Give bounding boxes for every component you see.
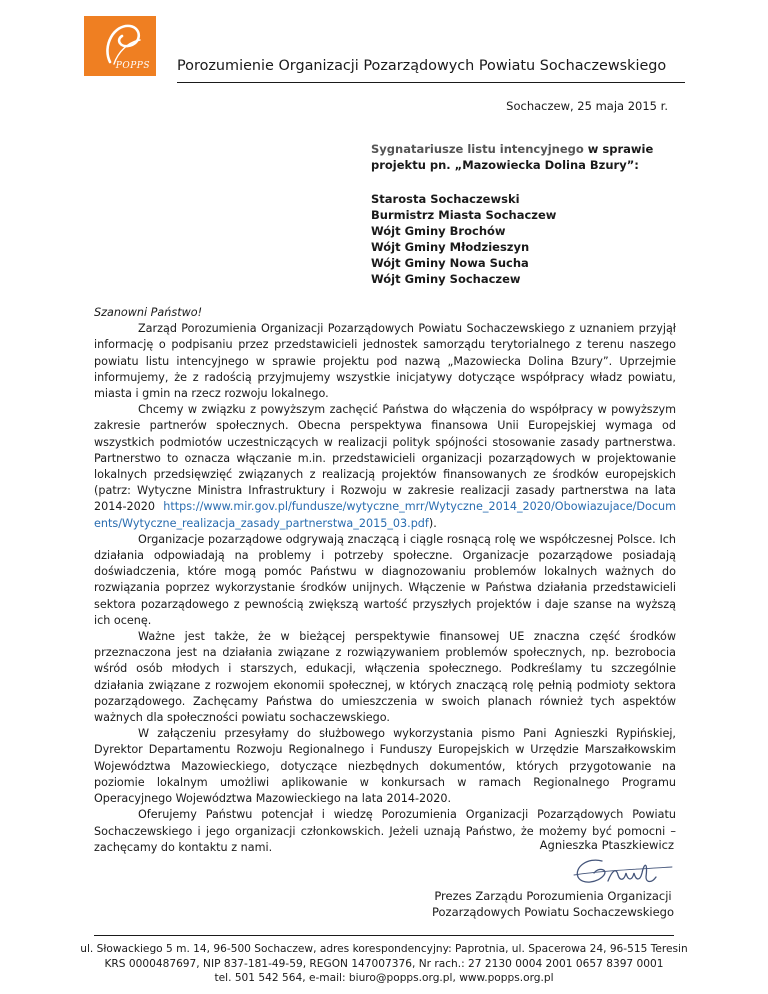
signer-title-line1: Prezes Zarządu Porozumienia Organizacji	[434, 889, 672, 903]
handwritten-signature	[568, 853, 678, 889]
paragraph-2-text: Chcemy w związku z powyższym zachęcić Państwa do włączenia do współpracy w powyższym zakresie partnerów społecznych. Obecna perspektywa finansowa Unii Europejskiej wymaga od wszystkich podmiotów uczestniczących w realizacji polityk spójności stosowanie zasady partnerstwa. Partnerstwo to oznacza włączanie m.in. przedstawicieli organizacji pozarządowych w projektowanie lokalnych przedsięwzięć związanych z realizacją projektów finansowanych ze środków europejskich (patrz: Wytyczne Ministra Infrastruktury i Rozwoju w zakresie realizacji zasady partnerstwa na lata 2014-2020	[94, 403, 676, 514]
recipient: Wójt Gminy Młodzieszyn	[371, 240, 530, 254]
letter-date: Sochaczew, 25 maja 2015 r.	[506, 99, 668, 113]
footer-contact: tel. 501 542 564, e-mail: biuro@popps.org.pl, www.popps.org.pl	[214, 972, 554, 984]
logo-text: POPPS	[115, 61, 150, 71]
signer-name: Agnieszka Ptaszkiewicz	[539, 838, 674, 852]
footer	[60, 942, 708, 986]
subject-rest: w sprawie	[583, 142, 654, 156]
paragraph-6: Oferujemy Państwu potencjał i wiedzę Porozumienia Organizacji Pozarządowych Powiatu Sochaczewskiego i jego organizacji członkowskich. Jeżeli uznają Państwo, że możemy być pomocni – zachęcamy do kontaktu z nami.	[94, 808, 676, 854]
paragraph-2-end: ).	[428, 516, 437, 530]
guidelines-link[interactable]: https://www.mir.gov.pl/fundusze/wytyczne_mrr/Wytyczne_2014_2020/Obowiazujace/Documents/Wytyczne_realizacja_zasady_partnerstwa_2015_03.pdf	[94, 500, 676, 530]
paragraph-1: Zarząd Porozumienia Organizacji Pozarządowych Powiatu Sochaczewskiego z uznaniem przyjął informację o podpisaniu przez przedstawicieli jednostek samorządu terytorialnego z terenu naszego powiatu listu intencyjnego w sprawie projektu pod nazwą „Mazowiecka Dolina Bzury”. Uprzejmie informujemy, że z radością przyjmujemy wszystkie inicjatywy dotyczące współpracy władz powiatu, miasta i gmin na rzecz rozwoju lokalnego.	[94, 322, 676, 401]
recipient: Starosta Sochaczewski	[371, 192, 520, 206]
subject-line2: projektu pn. „Mazowiecka Dolina Bzury”:	[371, 158, 639, 172]
letter-subject	[371, 141, 653, 173]
paragraph-5: W załączeniu przesyłamy do służbowego wykorzystania pismo Pani Agnieszki Rypińskiej, Dyrektor Departamentu Rozwoju Regionalnego i Funduszy Europejskich w Urzędzie Marszałkowskim Województwa Mazowieckiego, dotyczące niezbędnych dokumentów, których przygotowanie na poziomie lokalnym umożliwi aplikowanie w konkursach w ramach Regionalnego Programu Operacyjnego Województwa Mazowieckiego na lata 2014-2020.	[94, 727, 676, 806]
salutation: Szanowni Państwo!	[94, 306, 203, 319]
footer-divider	[94, 935, 674, 936]
recipient: Wójt Gminy Brochów	[371, 224, 506, 238]
recipient: Wójt Gminy Nowa Sucha	[371, 256, 529, 270]
paragraph-4: Ważne jest także, że w bieżącej perspektywie finansowej UE znaczna część środków przeznaczona jest na działania związane z rozwiązywaniem problemów społecznych, np. bezrobocia wśród osób młodych i starszych, edukacji, włączenia społecznego. Podkreślamy tu szczególnie działania związane z rozwojem ekonomii społecznej, w których znaczącą rolę pełnią podmioty sektora pozarządowego. Zachęcamy Państwa do umieszczenia w swoich planach również tych aspektów ważnych dla społeczności powiatu sochaczewskiego.	[94, 630, 676, 725]
popps-logo	[84, 16, 156, 76]
organization-name: Porozumienie Organizacji Pozarządowych Powiatu Sochaczewskiego	[177, 58, 667, 74]
letter-body	[94, 305, 676, 856]
recipient: Wójt Gminy Sochaczew	[371, 272, 521, 286]
paragraph-3: Organizacje pozarządowe odgrywają znaczącą i ciągle rosnącą rolę we współczesnej Polsce. Ich działania odpowiadają na problemy i potrzeby społeczne. Organizacje pozarządowe posiadają doświadczenia, które mogą pomóc Państwu w diagnozowaniu problemów lokalnych ważnych do rozwiązania poprzez wykorzystanie środków unijnych. Włączenie w Państwa działania przedstawicieli sektora pozarządowego z pewnością zwiększą wartość przyszłych projektów i daje szanse na wyższą ich ocenę.	[94, 532, 676, 627]
signer-title-line2: Pozarządowych Powiatu Sochaczewskiego	[431, 905, 674, 919]
footer-address: ul. Słowackiego 5 m. 14, 96-500 Sochaczew, adres korespondencyjny: Paprotnia, ul. Spacerowa 24, 96-515 Teresin	[80, 943, 688, 955]
header-divider	[177, 82, 685, 83]
subject-highlight: Sygnatariusze listu intencyjnego	[371, 142, 584, 156]
signer-title	[432, 888, 674, 920]
paragraph-2	[94, 402, 676, 532]
recipient: Burmistrz Miasta Sochaczew	[371, 208, 557, 222]
recipients-list	[371, 191, 556, 287]
footer-registry: KRS 0000487697, NIP 837-181-49-59, REGON 147007376, Nr rach.: 27 2130 0004 2001 0657 8397 0001	[104, 957, 664, 970]
